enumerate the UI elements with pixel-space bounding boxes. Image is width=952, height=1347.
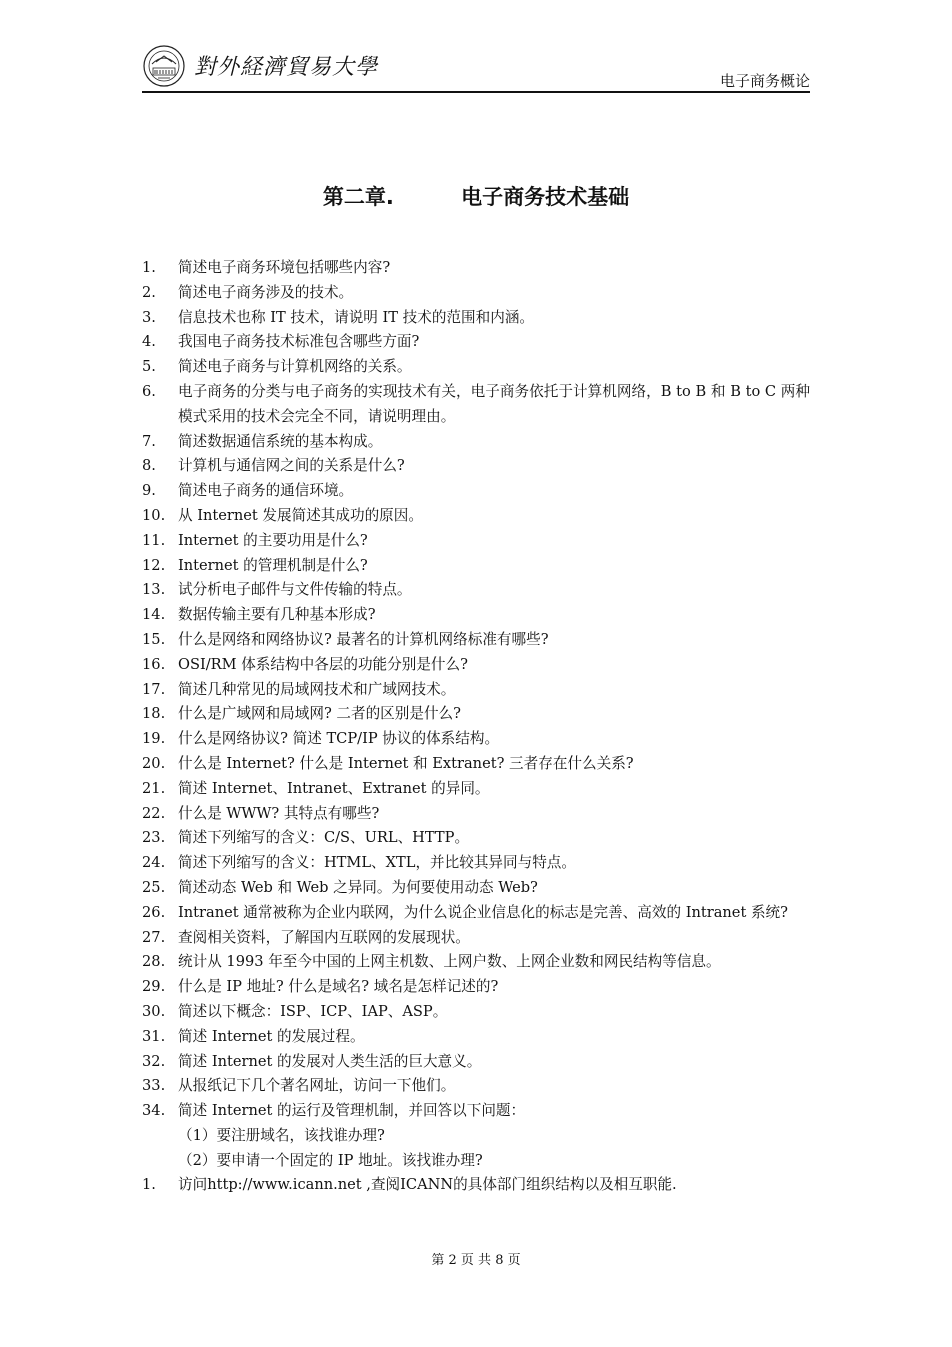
question-item	[142, 430, 810, 455]
question-item	[142, 306, 810, 331]
question-item	[142, 777, 810, 802]
question-item	[142, 752, 810, 777]
question-item	[142, 802, 810, 827]
question-text: OSI/RM 体系结构中各层的功能分别是什么?	[178, 655, 468, 673]
question-item	[142, 653, 810, 678]
question-item	[142, 1025, 810, 1050]
question-number: 9.	[142, 482, 156, 500]
question-item	[142, 678, 810, 703]
question-item	[142, 1000, 810, 1025]
question-item	[142, 1149, 810, 1174]
question-text: （2）要申请一个固定的 IP 地址。该找谁办理?	[178, 1151, 483, 1169]
question-text: 简述下列缩写的含义：C/S、URL、HTTP。	[178, 829, 470, 847]
question-number: 5.	[142, 358, 156, 376]
question-text: 查阅相关资料，了解国内互联网的发展现状。	[178, 928, 470, 946]
question-item	[142, 901, 810, 926]
question-text: 简述电子商务环境包括哪些内容?	[178, 259, 391, 276]
question-text: （1）要注册域名，该找谁办理?	[178, 1126, 385, 1144]
question-number: 13.	[142, 581, 166, 599]
question-text: 什么是 IP 地址? 什么是域名? 域名是怎样记述的?	[178, 978, 499, 996]
page-header	[142, 40, 810, 94]
question-number: 33.	[142, 1077, 166, 1095]
question-number: 7.	[142, 432, 156, 450]
question-number: 34.	[142, 1102, 166, 1120]
question-number: 17.	[142, 680, 166, 698]
question-item	[142, 727, 810, 752]
question-text: 什么是网络协议? 简述 TCP/IP 协议的体系结构。	[178, 730, 500, 748]
question-number: 32.	[142, 1052, 166, 1070]
page-number: 第 2 页 共 8 页	[431, 1253, 521, 1268]
question-text: 简述电子商务与计算机网络的关系。	[178, 358, 412, 376]
question-number: 23.	[142, 829, 166, 847]
question-item	[142, 355, 810, 380]
question-number: 3.	[142, 308, 156, 326]
question-number: 18.	[142, 705, 166, 723]
question-text: 什么是网络和网络协议? 最著名的计算机网络标准有哪些?	[178, 630, 549, 648]
question-number: 8.	[142, 457, 156, 475]
question-text: 什么是 WWW? 其特点有哪些?	[178, 804, 380, 822]
question-item	[142, 702, 810, 727]
question-number: 1.	[142, 1176, 156, 1194]
question-text: 简述 Internet 的发展对人类生活的巨大意义。	[178, 1052, 482, 1070]
question-text: 从报纸记下几个著名网址，访问一下他们。	[178, 1077, 456, 1095]
question-text: 简述数据通信系统的基本构成。	[178, 432, 383, 450]
question-item	[142, 628, 810, 653]
question-text: 简述几种常见的局域网技术和广域网技术。	[178, 680, 456, 698]
question-number: 26.	[142, 903, 166, 921]
question-item	[142, 1050, 810, 1075]
question-number: 20.	[142, 754, 166, 772]
chapter-title: 电子商务技术基础	[461, 185, 630, 209]
question-text: 计算机与通信网之间的关系是什么?	[178, 457, 405, 475]
question-list	[142, 256, 810, 1198]
question-number: 14.	[142, 606, 166, 624]
question-item	[142, 1124, 810, 1149]
question-number: 29.	[142, 978, 166, 996]
question-text: 访问http://www.icann.net ,查阅ICANN的具体部门组织结构以及相互职能.	[178, 1176, 677, 1194]
question-text: 简述 Internet 的运行及管理机制，并回答以下问题：	[178, 1102, 526, 1120]
question-text: 简述 Internet、Intranet、Extranet 的异同。	[178, 779, 490, 797]
question-text: 简述动态 Web 和 Web 之异同。为何要使用动态 Web?	[178, 878, 538, 896]
question-text: 简述以下概念：ISP、ICP、IAP、ASP。	[178, 1002, 448, 1020]
question-text: 简述电子商务的通信环境。	[178, 482, 354, 500]
university-name: 對外経濟貿易大學	[194, 55, 379, 80]
question-text: 什么是 Internet? 什么是 Internet 和 Extranet? 三者存在什么关系?	[178, 754, 634, 772]
question-number: 31.	[142, 1027, 166, 1045]
question-text: 什么是广域网和局域网? 二者的区别是什么?	[178, 705, 461, 723]
question-text: Internet 的主要功用是什么?	[178, 531, 368, 549]
question-text: 信息技术也称 IT 技术，请说明 IT 技术的范围和内涵。	[178, 308, 535, 326]
question-text: 简述 Internet 的发展过程。	[178, 1027, 365, 1045]
question-number: 10.	[142, 506, 166, 524]
question-number: 19.	[142, 730, 166, 748]
question-item	[142, 975, 810, 1000]
question-number: 30.	[142, 1002, 166, 1020]
question-item	[142, 603, 810, 628]
question-item	[142, 1074, 810, 1099]
question-item	[142, 479, 810, 504]
question-text: Internet 的管理机制是什么?	[178, 556, 368, 574]
question-text: 我国电子商务技术标准包含哪些方面?	[178, 333, 420, 351]
question-item	[142, 950, 810, 975]
question-number: 28.	[142, 953, 166, 971]
chapter-heading	[0, 181, 952, 211]
question-number: 16.	[142, 655, 166, 673]
question-number: 22.	[142, 804, 166, 822]
question-number: 25.	[142, 878, 166, 896]
question-item	[142, 826, 810, 851]
question-number: 2.	[142, 283, 156, 301]
question-item	[142, 380, 810, 430]
question-item	[142, 1099, 810, 1124]
question-number: 27.	[142, 928, 166, 946]
header-divider	[142, 91, 810, 93]
question-item	[142, 1173, 810, 1198]
question-number: 1.	[142, 259, 156, 276]
question-text: 电子商务的分类与电子商务的实现技术有关，电子商务依托于计算机网络，B to B 和 B to C 两种模式采用的技术会完全不同，请说明理由。	[178, 382, 810, 425]
question-item	[142, 330, 810, 355]
question-item	[142, 851, 810, 876]
question-text: Intranet 通常被称为企业内联网，为什么说企业信息化的标志是完善、高效的 Intranet 系统?	[178, 903, 788, 921]
question-text: 数据传输主要有几种基本形成?	[178, 606, 376, 624]
question-number: 24.	[142, 854, 166, 872]
question-number: 6.	[142, 382, 156, 400]
question-text: 统计从 1993 年至今中国的上网主机数、上网户数、上网企业数和网民结构等信息。	[178, 953, 721, 971]
question-item	[142, 256, 810, 281]
question-text: 简述电子商务涉及的技术。	[178, 283, 354, 301]
question-item	[142, 876, 810, 901]
university-logo-icon	[142, 44, 186, 88]
question-item	[142, 454, 810, 479]
question-number: 11.	[142, 531, 166, 549]
question-item	[142, 578, 810, 603]
question-item	[142, 529, 810, 554]
question-item	[142, 504, 810, 529]
question-number: 21.	[142, 779, 166, 797]
question-text: 从 Internet 发展简述其成功的原因。	[178, 506, 423, 524]
question-item	[142, 281, 810, 306]
chapter-number: 第二章.	[322, 185, 394, 209]
question-number: 12.	[142, 556, 166, 574]
question-text: 简述下列缩写的含义：HTML、XTL，并比较其异同与特点。	[178, 854, 576, 872]
question-number: 15.	[142, 630, 166, 648]
question-item	[142, 926, 810, 951]
question-number: 4.	[142, 333, 156, 351]
question-text: 试分析电子邮件与文件传输的特点。	[178, 581, 412, 599]
question-item	[142, 554, 810, 579]
course-name: 电子商务概论	[719, 72, 810, 90]
